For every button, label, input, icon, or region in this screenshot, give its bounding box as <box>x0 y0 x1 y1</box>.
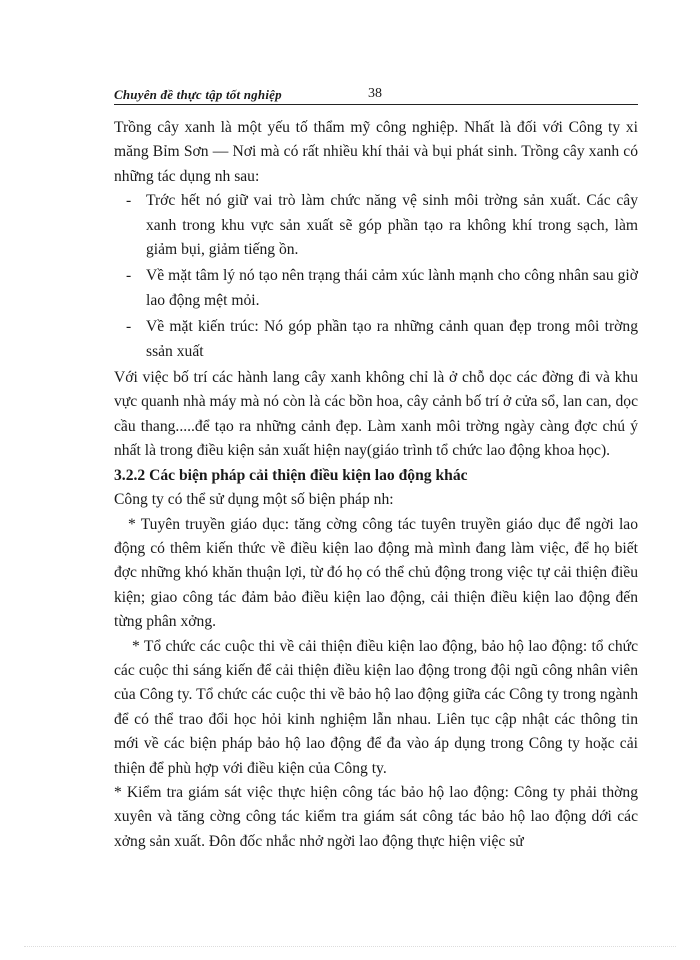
page-number: 38 <box>368 86 382 101</box>
bullet-text: Về mặt tâm lý nó tạo nên trạng thái cảm xúc lành mạnh cho công nhân sau giờ lao động mệt mỏi. <box>146 267 638 309</box>
bullet-item <box>114 315 638 364</box>
measure-competitions: * Tổ chức các cuộc thi về cải thiện điều kiện lao động, bảo hộ lao động: tổ chức các cuộc thi sáng kiến để cải thiện điều kiện lao động trong đội ngũ công nhân viên của Công ty. Tổ chức các cuộc thi về bảo hộ lao động giữa các Công ty trong ngành để có thể trao đổi học hỏi kinh nghiệm lẫn nhau. Liên tục cập nhật các thông tin mới về các biện pháp bảo hộ lao động để đa vào áp dụng trong Công ty hoặc cải thiện để phù hợp với điều kiện của Công ty. <box>114 637 638 777</box>
document-title: Chuyên đề thực tập tốt nghiệp <box>114 87 282 102</box>
dash-bullet-icon: - <box>126 192 132 210</box>
page-header <box>114 84 638 105</box>
bullet-text: Về mặt kiến trúc: Nó góp phần tạo ra những cảnh quan đẹp trong môi trờng ssản xuất <box>146 318 638 360</box>
measure-propaganda: * Tuyên truyền giáo dục: tăng cờng công tác tuyên truyền giáo dục để ngời lao động có thêm kiến thức về điều kiện lao động mà mình đang làm việc, để họ biết đợc những khó khăn thuận lợi, từ đó họ có thể chủ động trong việc tự cải thiện điều kiện; giao công tác đảm bảo điều kiện lao động, cải thiện điều kiện lao động đến từng phân xởng. <box>114 515 638 631</box>
measure-inspection: * Kiểm tra giám sát việc thực hiện công tác bảo hộ lao động: Công ty phải thờng xuyên và tăng cờng công tác kiểm tra giám sát công tác bảo hộ lao động dới các xởng sản xuất. Đôn đốc nhắc nhở ngời lao động thực hiện việc sử <box>114 783 638 850</box>
bullet-item <box>114 189 638 262</box>
dash-bullet-icon: - <box>126 267 132 285</box>
page-bottom-divider <box>24 946 676 947</box>
section-heading: 3.2.2 Các biện pháp cải thiện điều kiện lao động khác <box>114 466 468 484</box>
intro-paragraph: Trồng cây xanh là một yếu tố thẩm mỹ công nghiệp. Nhất là đối với Công ty xi măng Bỉm Sơn — Nơi mà có rất nhiều khí thải và bụi phát sinh. Trồng cây xanh có những tác dụng nh sau: <box>114 119 638 185</box>
green-space-paragraph: Với việc bố trí các hành lang cây xanh không chỉ là ở chỗ dọc các đờng đi và khu vực quanh nhà máy mà nó còn là các bồn hoa, cây cảnh bố trí ở cửa sổ, lan can, dọc cầu thang.....để tạo ra những cảnh đẹp. Làm xanh môi trờng ngày càng đợc chú ý nhất là trong điều kiện sản xuất hiện nay(giáo trình tổ chức lao động khoa học). <box>114 369 638 460</box>
bullet-text: Trớc hết nó giữ vai trò làm chức năng vệ sinh môi trờng sản xuất. Các cây xanh trong khu vực sản xuất sẽ góp phần tạo ra không khí trong sạch, làm giảm bụi, giảm tiếng ồn. <box>146 192 638 259</box>
section-intro: Công ty có thể sử dụng một số biện pháp nh: <box>114 491 394 509</box>
page-body <box>114 116 638 854</box>
dash-bullet-icon: - <box>126 318 132 336</box>
bullet-item <box>114 264 638 313</box>
